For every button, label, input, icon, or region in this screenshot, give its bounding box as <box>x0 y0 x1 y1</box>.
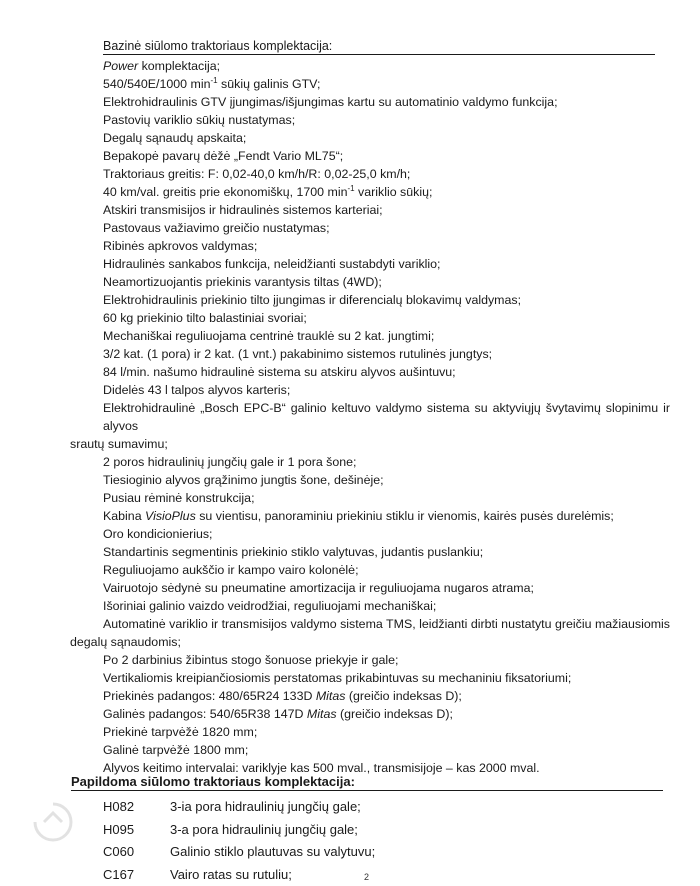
option-description: 3-a pora hidraulinių jungčių gale; <box>170 819 358 842</box>
configuration-line <box>0 489 700 507</box>
configuration-line <box>0 723 700 741</box>
configuration-line <box>0 687 700 705</box>
configuration-text: Ribinės apkrovos valdymas; <box>103 239 257 253</box>
configuration-line <box>0 291 700 309</box>
configuration-text: 40 km/val. greitis prie ekonomiškų, 1700 min <box>103 185 347 199</box>
configuration-line <box>0 273 700 291</box>
configuration-text: Didelės 43 l talpos alyvos karteris; <box>103 383 290 397</box>
base-configuration-title: Bazinė siūlomo traktoriaus komplektacija: <box>103 38 655 55</box>
configuration-line <box>0 669 700 687</box>
option-code: H082 <box>103 796 134 819</box>
configuration-line <box>0 237 700 255</box>
configuration-line <box>0 741 700 759</box>
configuration-line <box>0 399 700 453</box>
configuration-text: Pastovaus važiavimo greičio nustatymas; <box>103 221 330 235</box>
configuration-text: 3/2 kat. (1 pora) ir 2 kat. (1 vnt.) pakabinimo sistemos rutulinės jungtys; <box>103 347 492 361</box>
configuration-line <box>0 147 700 165</box>
configuration-line <box>0 453 700 471</box>
configuration-text: Priekinė tarpvėžė 1820 mm; <box>103 725 257 739</box>
configuration-line <box>0 705 700 723</box>
option-code: C167 <box>103 864 134 886</box>
configuration-text: Reguliuojamo aukščio ir kampo vairo kolonėlė; <box>103 563 359 577</box>
configuration-text: Vairuotojo sėdynė su pneumatine amortizacija ir reguliuojama nugaros atrama; <box>103 581 534 595</box>
configuration-text: Traktoriaus greitis: F: 0,02-40,0 km/h/R: 0,02-25,0 km/h; <box>103 167 410 181</box>
configuration-text: Tiesioginio alyvos grąžinimo jungtis šone, dešinėje; <box>103 473 384 487</box>
configuration-text: Galinės padangos: 540/65R38 147D <box>103 707 307 721</box>
configuration-text: Neamortizuojantis priekinis varantysis tiltas (4WD); <box>103 275 382 289</box>
configuration-text: Po 2 darbinius žibintus stogo šonuose priekyje ir gale; <box>103 653 398 667</box>
configuration-line <box>0 471 700 489</box>
configuration-text: Priekinės padangos: 480/65R24 133D <box>103 689 316 703</box>
configuration-text: su vientisu, panoraminiu priekiniu stiklu ir vienomis, kairės pusės durelėmis; <box>196 509 614 523</box>
superscript: -1 <box>210 76 217 85</box>
configuration-line <box>0 111 700 129</box>
option-row <box>0 819 700 842</box>
page-number: 2 <box>364 872 369 882</box>
option-code: H095 <box>103 819 134 842</box>
option-code: C060 <box>103 841 134 864</box>
configuration-text: Standartinis segmentinis priekinio stiklo valytuvas, judantis puslankiu; <box>103 545 483 559</box>
configuration-text: Hidraulinės sankabos funkcija, neleidžianti sustabdyti variklio; <box>103 257 440 271</box>
superscript: -1 <box>347 184 354 193</box>
configuration-text: variklio sūkių; <box>355 185 433 199</box>
configuration-text: sūkių galinis GTV; <box>218 77 321 91</box>
configuration-line <box>0 75 700 93</box>
configuration-text: Vertikaliomis kreipiančiosiomis perstatomas prikabintuvas su mechaniniu fiksatoriumi; <box>103 671 571 685</box>
configuration-line <box>0 651 700 669</box>
configuration-line <box>0 183 700 201</box>
base-configuration-list <box>0 57 700 777</box>
configuration-line <box>0 129 700 147</box>
configuration-text: Pusiau rėminė konstrukcija; <box>103 491 255 505</box>
configuration-line <box>0 93 700 111</box>
configuration-text: Oro kondicionierius; <box>103 527 213 541</box>
configuration-line <box>0 219 700 237</box>
configuration-emphasis: VisioPlus <box>145 509 196 523</box>
configuration-line-first: Automatinė variklio ir transmisijos valdymo sistema TMS, leidžianti dirbti nustatytu greičiu mažiausiomis <box>0 615 670 633</box>
configuration-line <box>0 597 700 615</box>
configuration-text: Alyvos keitimo intervalai: variklyje kas 500 mval., transmisijoje – kas 2000 mval. <box>103 761 540 775</box>
configuration-line <box>0 165 700 183</box>
configuration-line <box>0 255 700 273</box>
configuration-line <box>0 201 700 219</box>
configuration-line <box>0 363 700 381</box>
configuration-line <box>0 561 700 579</box>
configuration-line <box>0 309 700 327</box>
configuration-line-continuation: srautų sumavimu; <box>0 435 670 453</box>
configuration-line <box>0 579 700 597</box>
configuration-text: 84 l/min. našumo hidraulinė sistema su atskiru alyvos aušintuvu; <box>103 365 456 379</box>
configuration-emphasis: Mitas <box>316 689 346 703</box>
configuration-line <box>0 381 700 399</box>
option-row <box>0 841 700 864</box>
configuration-text: Atskiri transmisijos ir hidraulinės sistemos karteriai; <box>103 203 383 217</box>
option-description: Galinio stiklo plautuvas su valytuvu; <box>170 841 375 864</box>
configuration-text: Mechaniškai reguliuojama centrinė trauklė su 2 kat. jungtimi; <box>103 329 434 343</box>
configuration-line <box>0 615 700 651</box>
configuration-line <box>0 345 700 363</box>
configuration-text: Galinė tarpvėžė 1800 mm; <box>103 743 248 757</box>
additional-configuration-list <box>0 796 700 886</box>
configuration-text: Degalų sąnaudų apskaita; <box>103 131 246 145</box>
configuration-text: Kabina <box>103 509 145 523</box>
configuration-text: Elektrohidraulinis GTV įjungimas/išjungimas kartu su automatinio valdymo funkcija; <box>103 95 558 109</box>
configuration-text: komplektacija; <box>138 59 220 73</box>
option-row <box>0 796 700 819</box>
configuration-line <box>0 525 700 543</box>
configuration-emphasis: Power <box>103 59 138 73</box>
configuration-text: (greičio indeksas D); <box>345 689 461 703</box>
option-description: 3-ia pora hidraulinių jungčių gale; <box>170 796 361 819</box>
configuration-line <box>0 57 700 75</box>
configuration-text: (greičio indeksas D); <box>337 707 453 721</box>
configuration-line <box>0 327 700 345</box>
configuration-text: 2 poros hidraulinių jungčių gale ir 1 pora šone; <box>103 455 356 469</box>
configuration-line-first: Elektrohidraulinė „Bosch EPC-B“ galinio keltuvo valdymo sistema su aktyviųjų švytavimų slopinimu ir alyvos <box>0 399 670 435</box>
logo-watermark-icon <box>30 800 76 846</box>
configuration-text: 540/540E/1000 min <box>103 77 210 91</box>
configuration-text: Pastovių variklio sūkių nustatymas; <box>103 113 295 127</box>
configuration-emphasis: Mitas <box>307 707 337 721</box>
option-description: Vairo ratas su rutuliu; <box>170 864 292 886</box>
configuration-text: Bepakopė pavarų dėžė „Fendt Vario ML75“; <box>103 149 343 163</box>
configuration-text: Elektrohidraulinis priekinio tilto įjungimas ir diferencialų blokavimų valdymas; <box>103 293 521 307</box>
configuration-text: Išoriniai galinio vaizdo veidrodžiai, reguliuojami mechaniškai; <box>103 599 436 613</box>
configuration-line <box>0 543 700 561</box>
configuration-line <box>0 507 700 525</box>
additional-configuration-title: Papildoma siūlomo traktoriaus komplektacija: <box>71 774 663 791</box>
configuration-text: 60 kg priekinio tilto balastiniai svoriai; <box>103 311 307 325</box>
configuration-line-continuation: degalų sąnaudomis; <box>0 633 670 651</box>
